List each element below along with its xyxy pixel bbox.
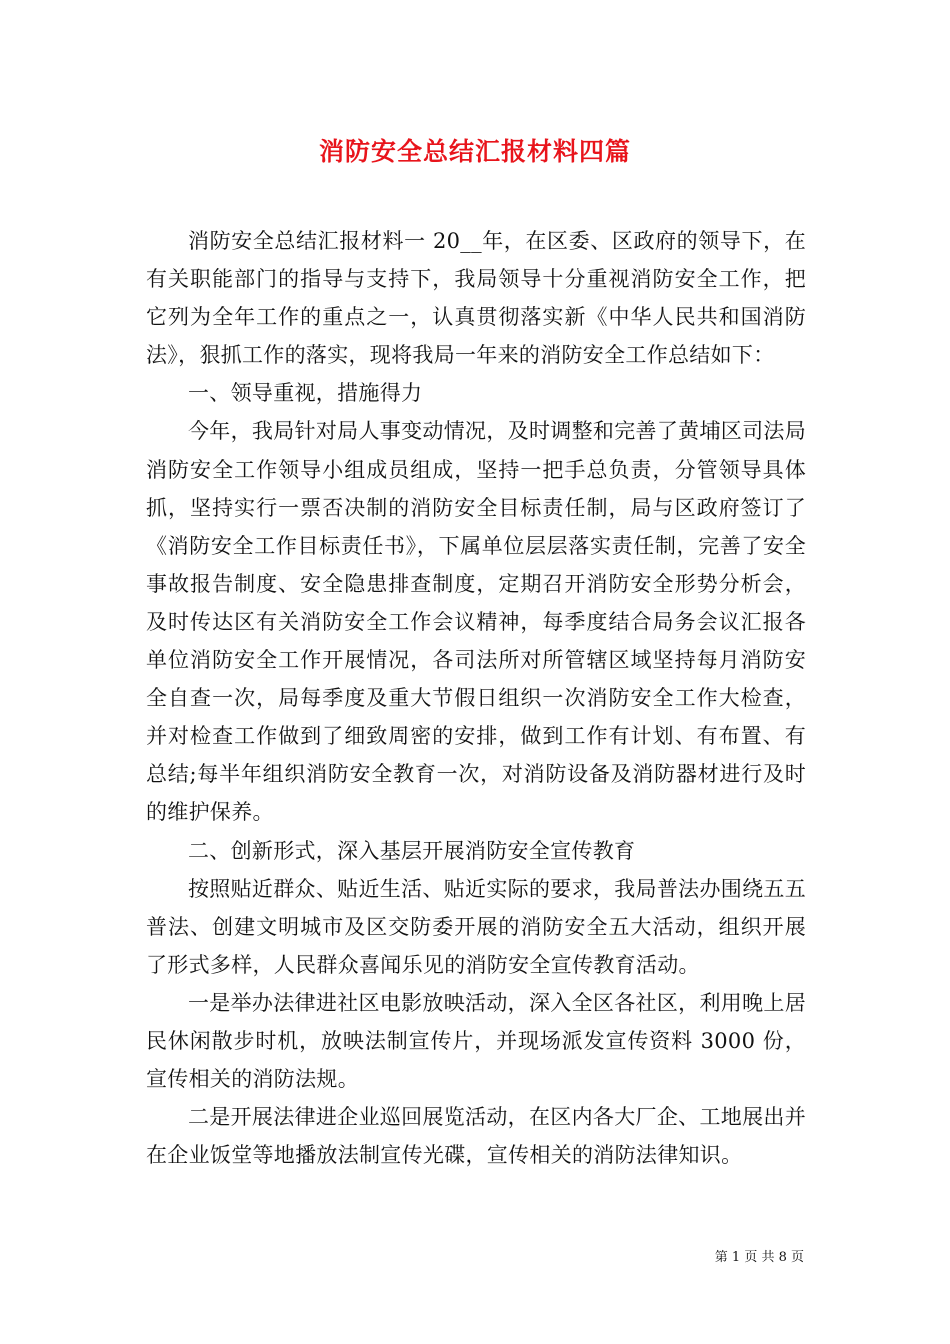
section-heading-1: 一、领导重视，措施得力 — [188, 381, 423, 406]
paragraph-item-1: 一是举办法律进社区电影放映活动，深入全区各社区，利用晚上居民休闲散步时机，放映法制宣传片，并现场派发宣传资料 3000 份，宣传相关的消防法规。 — [146, 990, 806, 1092]
page-number: 第 1 页 共 8 页 — [714, 1250, 804, 1265]
document-body — [146, 222, 806, 1174]
section-heading-2: 二、创新形式，深入基层开展消防安全宣传教育 — [188, 838, 636, 863]
document-title: 消防安全总结汇报材料四篇 — [318, 137, 631, 166]
paragraph-section-1: 今年，我局针对局人事变动情况，及时调整和完善了黄埔区司法局消防安全工作领导小组成员组成，坚持一把手总负责，分管领导具体抓，坚持实行一票否决制的消防安全目标责任制，局与区政府签订了《消防安全工作目标责任书》，下属单位层层落实责任制，完善了安全事故报告制度、安全隐患排查制度，定期召开消防安全形势分析会，及时传达区有关消防安全工作会议精神，每季度结合局务会议汇报各单位消防安全工作开展情况，各司法所对所管辖区域坚持每月消防安全自查一次，局每季度及重大节假日组织一次消防安全工作大检查，并对检查工作做到了细致周密的安排，做到工作有计划、有布置、有总结;每半年组织消防安全教育一次，对消防设备及消防器材进行及时的维护保养。 — [146, 419, 806, 825]
paragraph-section-2: 按照贴近群众、贴近生活、贴近实际的要求，我局普法办围绕五五普法、创建文明城市及区交防委开展的消防安全五大活动，组织开展了形式多样，人民群众喜闻乐见的消防安全宣传教育活动。 — [146, 876, 806, 977]
paragraph-intro: 消防安全总结汇报材料一 20__年，在区委、区政府的领导下，在有关职能部门的指导与支持下，我局领导十分重视消防安全工作，把它列为全年工作的重点之一，认真贯彻落实新《中华人民共和国消防法》，狠抓工作的落实，现将我局一年来的消防安全工作总结如下： — [146, 229, 806, 368]
paragraph-item-2: 二是开展法律进企业巡回展览活动，在区内各大厂企、工地展出并在企业饭堂等地播放法制宣传光碟，宣传相关的消防法律知识。 — [146, 1105, 806, 1168]
